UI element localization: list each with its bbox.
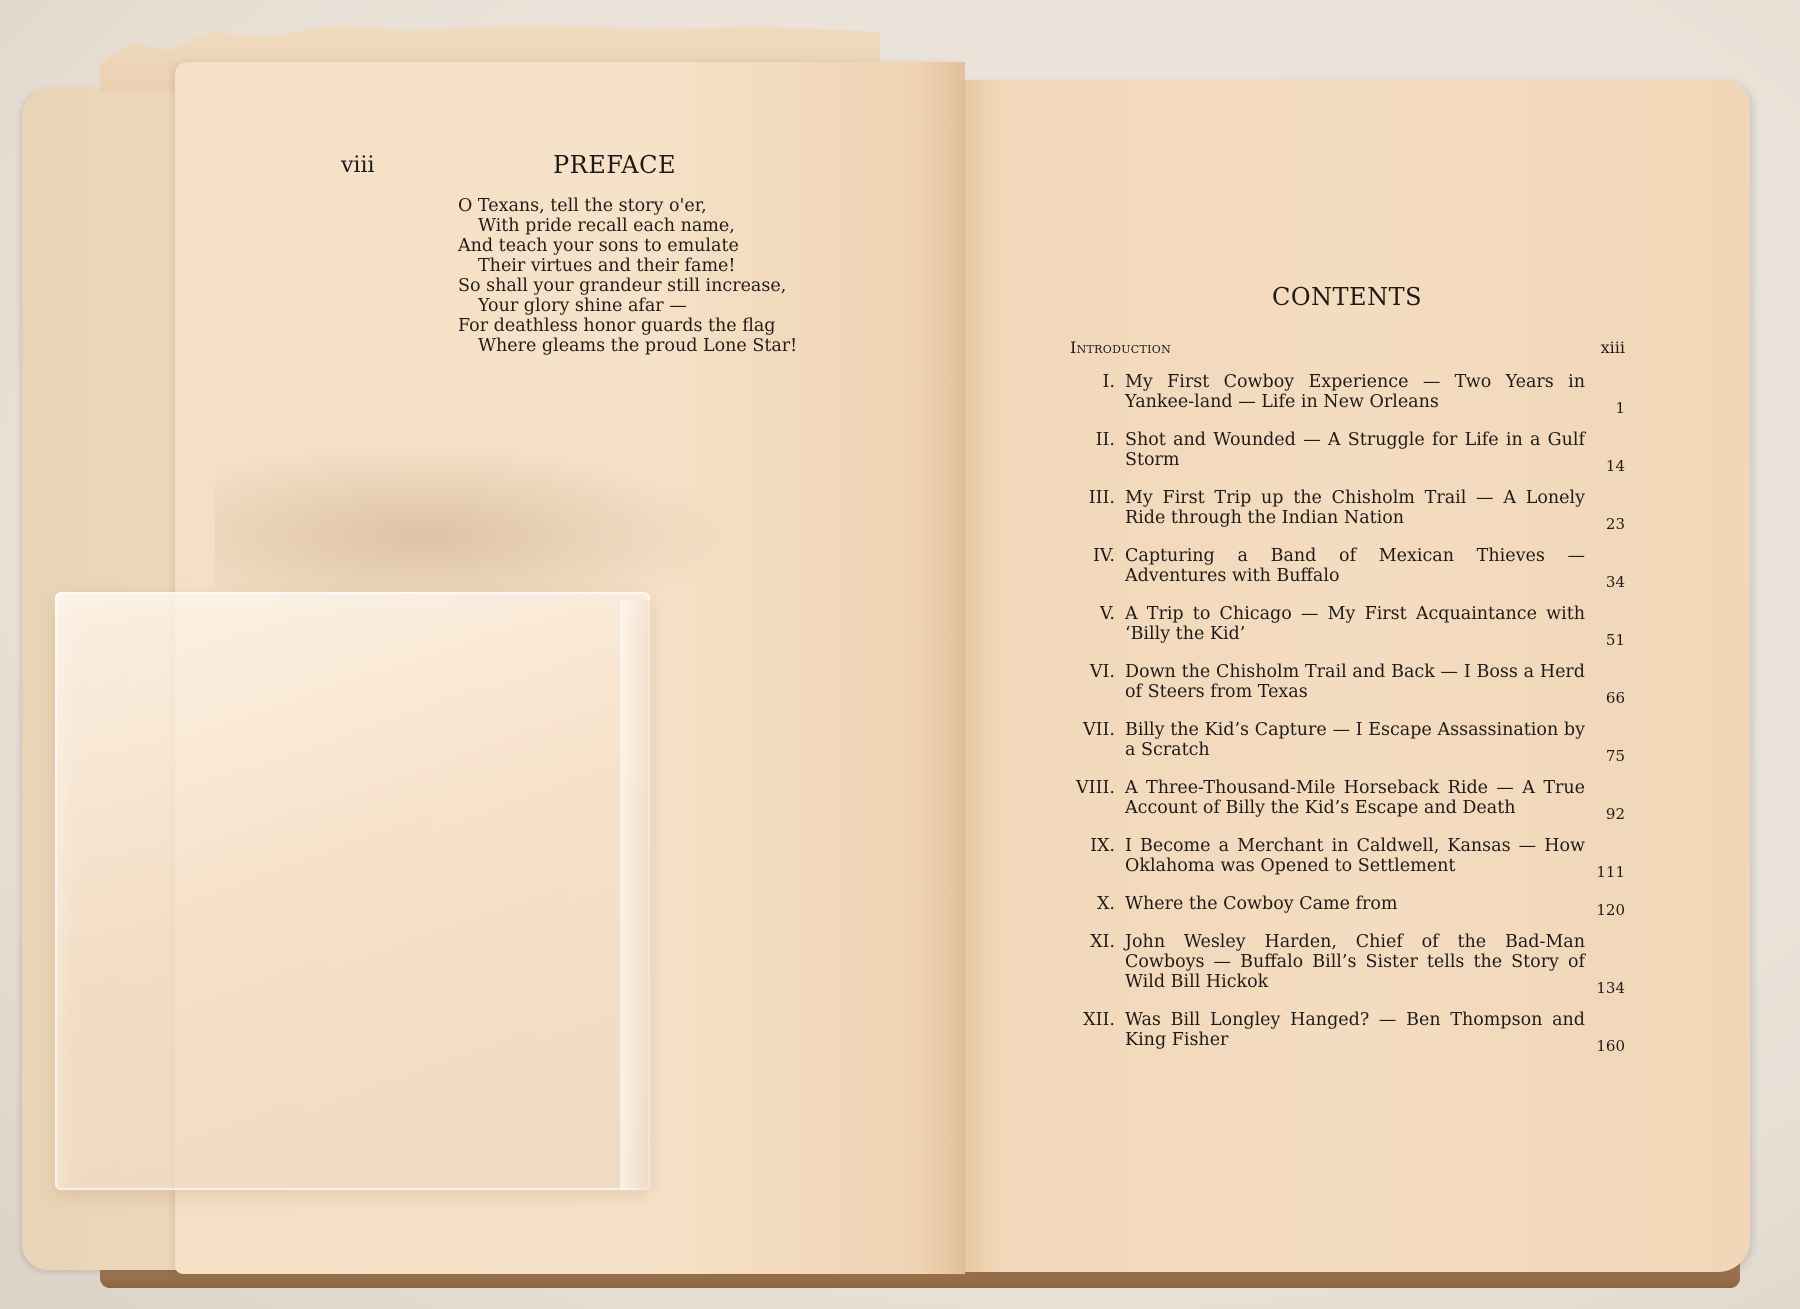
contents-entry: [1065, 932, 1625, 997]
chapter-title: Shot and Wounded — A Struggle for Life in a Gulf Storm: [1125, 430, 1585, 470]
chapter-number: I.: [1102, 372, 1115, 392]
contents-list: [1065, 372, 1625, 1055]
chapter-title: A Trip to Chicago — My First Acquaintance with ‘Billy the Kid’: [1125, 604, 1585, 644]
poem-line: Their virtues and their fame!: [478, 256, 736, 276]
chapter-title: Where the Cowboy Came from: [1125, 894, 1398, 914]
chapter-title: Capturing a Band of Mexican Thieves — Adventures with Buffalo: [1125, 546, 1585, 586]
chapter-page: 134: [1596, 979, 1625, 997]
introduction-label: Introduction: [1070, 338, 1172, 357]
contents-entry: [1065, 836, 1625, 881]
chapter-number: IV.: [1092, 546, 1115, 566]
chapter-number: VII.: [1082, 720, 1115, 740]
poem-line: Your glory shine afar —: [478, 296, 687, 316]
chapter-number: XI.: [1090, 932, 1115, 952]
poem-line: For deathless honor guards the flag: [458, 316, 776, 336]
contents-entry: [1065, 604, 1625, 649]
chapter-number: II.: [1095, 430, 1115, 450]
preface-poem: [458, 196, 818, 356]
contents-entry: [1065, 546, 1625, 591]
chapter-page: 14: [1605, 457, 1625, 475]
chapter-title: John Wesley Harden, Chief of the Bad-Man Cowboys — Buffalo Bill’s Sister tells the Story of Wild Bill Hickok: [1125, 932, 1585, 992]
poem-line: With pride recall each name,: [478, 216, 735, 236]
chapter-title: Down the Chisholm Trail and Back — I Boss a Herd of Steers from Texas: [1125, 662, 1585, 702]
chapter-number: VI.: [1089, 662, 1115, 682]
poem-line: O Texans, tell the story o'er,: [458, 196, 707, 216]
contents-entry: [1065, 430, 1625, 475]
contents-entry: [1065, 720, 1625, 765]
chapter-number: V.: [1099, 604, 1115, 624]
contents-heading: CONTENTS: [1272, 283, 1423, 311]
acrylic-block-edge: [620, 600, 656, 1190]
chapter-title: A Three-Thousand-Mile Horseback Ride — A True Account of Billy the Kid’s Escape and Death: [1125, 778, 1585, 818]
contents-entry: [1065, 488, 1625, 533]
chapter-page: 1: [1615, 399, 1625, 417]
contents-entry: [1065, 778, 1625, 823]
chapter-title: My First Cowboy Experience — Two Years in Yankee-land — Life in New Orleans: [1125, 372, 1585, 412]
chapter-page: 66: [1605, 689, 1625, 707]
contents-introduction-row: [1070, 338, 1625, 357]
poem-line: Where gleams the proud Lone Star!: [478, 336, 798, 356]
chapter-number: XII.: [1083, 1010, 1115, 1030]
page-folio: viii: [341, 153, 375, 178]
poem-line: And teach your sons to emulate: [458, 236, 739, 256]
chapter-page: 23: [1605, 515, 1625, 533]
acrylic-block: [55, 592, 650, 1190]
contents-entry: [1065, 662, 1625, 707]
chapter-number: X.: [1096, 894, 1115, 914]
chapter-page: 75: [1605, 747, 1625, 765]
chapter-number: VIII.: [1076, 778, 1115, 798]
contents-entry: [1065, 1010, 1625, 1055]
chapter-page: 34: [1605, 573, 1625, 591]
chapter-title: I Become a Merchant in Caldwell, Kansas — How Oklahoma was Opened to Settlement: [1125, 836, 1585, 876]
preface-heading: PREFACE: [553, 151, 677, 179]
chapter-page: 92: [1605, 805, 1625, 823]
introduction-page: xiii: [1600, 338, 1625, 357]
contents-entry: [1065, 372, 1625, 417]
chapter-page: 51: [1605, 631, 1625, 649]
chapter-number: IX.: [1090, 836, 1115, 856]
chapter-page: 120: [1596, 901, 1625, 919]
chapter-title: My First Trip up the Chisholm Trail — A Lonely Ride through the Indian Nation: [1125, 488, 1585, 528]
chapter-number: III.: [1088, 488, 1115, 508]
chapter-page: 160: [1596, 1037, 1625, 1055]
poem-line: So shall your grandeur still increase,: [458, 276, 787, 296]
chapter-title: Was Bill Longley Hanged? — Ben Thompson and King Fisher: [1125, 1010, 1585, 1050]
chapter-title: Billy the Kid’s Capture — I Escape Assassination by a Scratch: [1125, 720, 1585, 760]
contents-entry: [1065, 894, 1625, 919]
chapter-page: 111: [1596, 863, 1625, 881]
